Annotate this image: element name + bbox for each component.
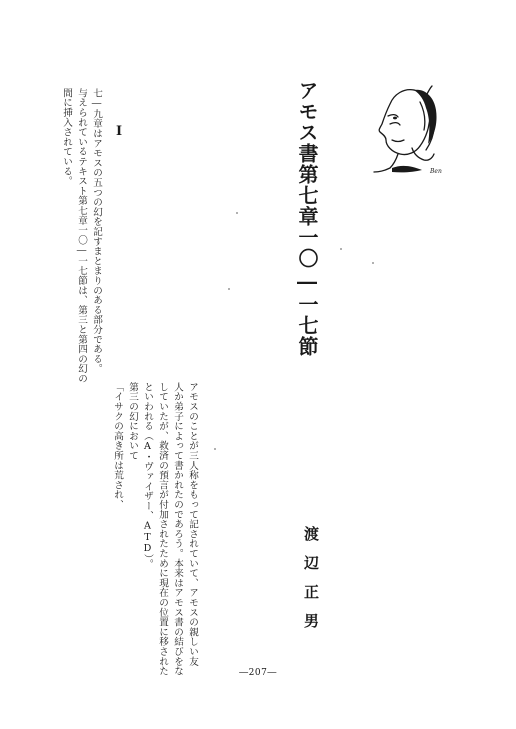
body-column: していたが、救済の預言が付加されたために現在の位置に移された: [157, 382, 168, 676]
scan-speck: [372, 262, 374, 264]
page-number: ―207―: [239, 668, 277, 678]
scan-speck: [228, 288, 230, 290]
body-column: 「イサクの高き所は荒され、: [112, 382, 123, 510]
intro-column: 間に挿入されている。: [61, 88, 72, 186]
intro-column: 与えられているテキスト第七章一〇―一七節は、第三と第四の幻の: [76, 88, 87, 384]
body-column: アモスのことが三人称をもって記されていて、アモスの親しい友: [187, 382, 198, 667]
intro-column: 七―九章はアモスの五つの幻を記すまとまりのある部分である。: [91, 88, 102, 374]
scan-speck: [340, 248, 342, 250]
scan-speck: [214, 448, 216, 450]
body-column: 人か弟子によって書かれたのであろう。本来はアモス書の結びをな: [172, 382, 183, 676]
body-column: といわれる（A・ヴァイザー、ATD）。: [142, 382, 153, 569]
illustration-signature: Ben: [430, 168, 442, 175]
article-title: アモス書第七章一〇―一七節: [295, 80, 319, 357]
body-column: 第三の幻において: [127, 382, 138, 461]
portrait-illustration: [368, 84, 440, 176]
author-name: 渡辺正男: [302, 526, 320, 642]
section-number: I: [116, 124, 123, 139]
scan-speck: [236, 212, 238, 214]
